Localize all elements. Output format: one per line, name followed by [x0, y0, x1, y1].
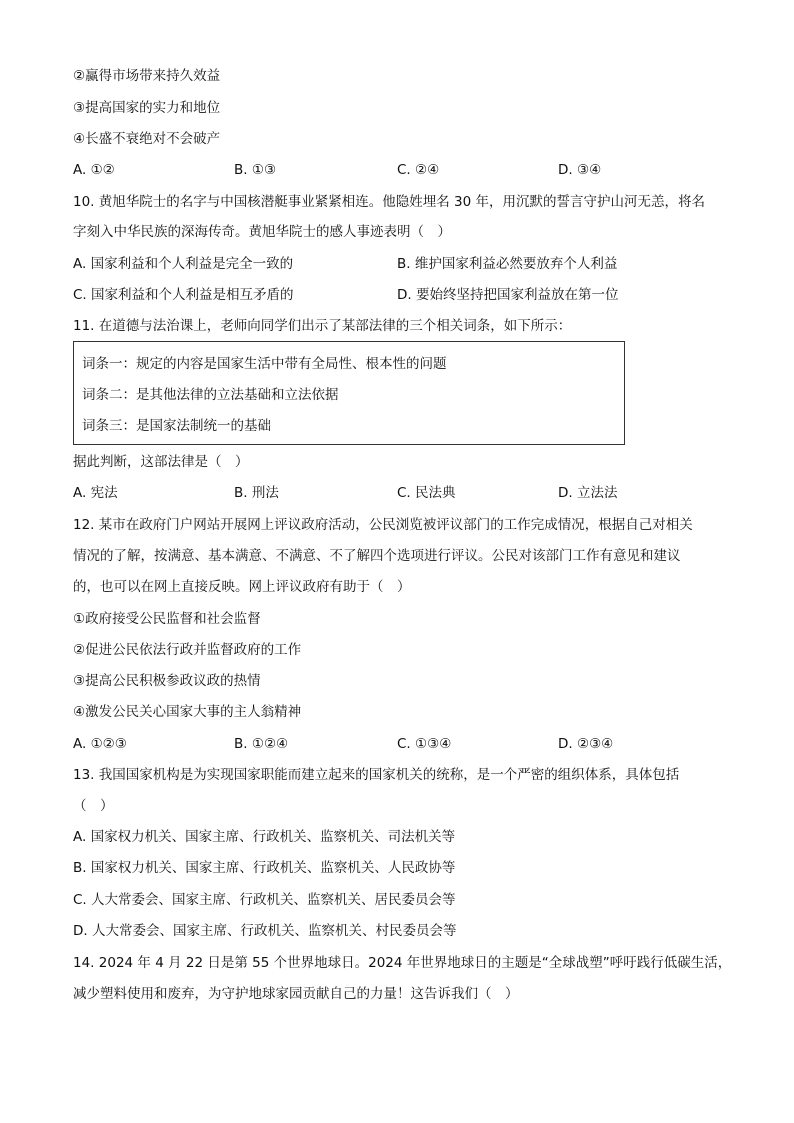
- q12-item-3: ③提高公民积极参政议政的热情: [73, 673, 261, 689]
- q13-option-b: B. 国家权力机关、国家主席、行政机关、监察机关、人民政协等: [73, 860, 456, 876]
- q12-item-2: ②促进公民依法行政并监督政府的工作: [73, 642, 302, 658]
- q13-option-c: C. 人大常委会、国家主席、行政机关、监察机关、居民委员会等: [73, 892, 456, 908]
- q13-stem-line-1: 13. 我国国家机构是为实现国家职能而建立起来的国家机关的统称，是一个严密的组织体系，具体包括: [73, 767, 680, 783]
- q12-stem-line-2: 情况的了解，按满意、基本满意、不满意、不了解四个选项进行评议。公民对该部门工作有意见和建议: [73, 548, 681, 564]
- q10-option-d: D. 要始终坚持把国家利益放在第一位: [397, 287, 619, 303]
- q11-option-b: B. 刑法: [234, 485, 279, 501]
- q12-option-c: C. ①③④: [397, 736, 452, 752]
- q11-term-3: 词条三：是国家法制统一的基础: [82, 418, 271, 434]
- q9-option-d: D. ③④: [558, 162, 602, 178]
- q10-option-b: B. 维护国家利益必然要放弃个人利益: [397, 256, 618, 272]
- q13-option-d: D. 人大常委会、国家主席、行政机关、监察机关、村民委员会等: [73, 923, 457, 939]
- q9-option-a: A. ①②: [73, 162, 115, 178]
- q11-option-d: D. 立法法: [558, 485, 618, 501]
- q9-option-c: C. ②④: [397, 162, 440, 178]
- q11-option-a: A. 宪法: [73, 485, 118, 501]
- q12-option-d: D. ②③④: [558, 736, 614, 752]
- q10-option-a: A. 国家利益和个人利益是完全一致的: [73, 256, 294, 272]
- q14-stem-line-1: 14. 2024 年 4 月 22 日是第 55 个世界地球日。2024 年世界地球日的主题是“全球战塑”呼吁践行低碳生活，: [73, 955, 732, 971]
- q11-term-1: 词条一：规定的内容是国家生活中带有全局性、根本性的问题: [82, 356, 447, 372]
- q12-stem-line-1: 12. 某市在政府门户网站开展网上评议政府活动，公民浏览被评议部门的工作完成情况，根据自己对相关: [73, 517, 693, 533]
- q12-option-a: A. ①②③: [73, 736, 127, 752]
- q13-option-a: A. 国家权力机关、国家主席、行政机关、监察机关、司法机关等: [73, 829, 456, 845]
- q12-option-b: B. ①②④: [234, 736, 289, 752]
- q12-item-1: ①政府接受公民监督和社会监督: [73, 611, 261, 627]
- q11-term-box: [73, 341, 625, 445]
- q10-stem-line-1: 10. 黄旭华院士的名字与中国核潜艇事业紧紧相连。他隐姓埋名 30 年，用沉默的誓言守护山河无恙，将名: [73, 194, 706, 210]
- q12-stem-line-3: 的，也可以在网上直接反映。网上评议政府有助于（ ）: [73, 579, 411, 595]
- q10-stem-line-2: 字刻入中华民族的深海传奇。黄旭华院士的感人事迹表明（ ）: [73, 224, 451, 240]
- q11-option-c: C. 民法典: [397, 485, 456, 501]
- q11-question: 据此判断，这部法律是（ ）: [73, 454, 249, 470]
- q10-option-c: C. 国家利益和个人利益是相互矛盾的: [73, 287, 294, 303]
- q14-stem-line-2: 减少塑料使用和废弃，为守护地球家园贡献自己的力量！这告诉我们（ ）: [73, 986, 519, 1002]
- q9-option-b: B. ①③: [234, 162, 277, 178]
- q11-term-2: 词条二：是其他法律的立法基础和立法依据: [82, 387, 339, 403]
- q11-stem: 11. 在道德与法治课上，老师向同学们出示了某部法律的三个相关词条，如下所示：: [73, 318, 572, 334]
- q13-stem-line-2: （ ）: [73, 798, 114, 814]
- q9-item-3: ③提高国家的实力和地位: [73, 100, 221, 116]
- q9-item-4: ④长盛不衰绝对不会破产: [73, 131, 221, 147]
- q12-item-4: ④激发公民关心国家大事的主人翁精神: [73, 704, 302, 720]
- q9-item-2: ②赢得市场带来持久效益: [73, 68, 221, 84]
